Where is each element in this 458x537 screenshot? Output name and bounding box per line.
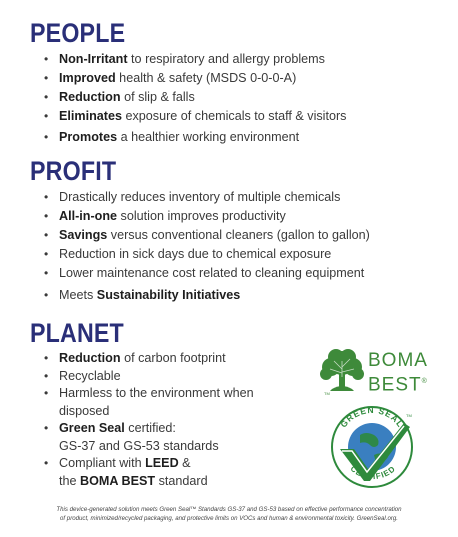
- list-item: • Improved health & safety (MSDS 0-0-0-A): [44, 69, 346, 88]
- list-item: • Lower maintenance cost related to cleaning equipment: [44, 264, 370, 283]
- list-item: • Compliant with LEED & the BOMA BEST standard: [44, 455, 254, 490]
- list-item: • Savings versus conventional cleaners (gallon to gallon): [44, 226, 370, 245]
- profit-heading: PROFIT: [30, 156, 117, 186]
- planet-list: [44, 350, 254, 490]
- green-seal-logo: [330, 405, 414, 489]
- list-item: • Eliminates exposure of chemicals to staff & visitors: [44, 107, 346, 126]
- list-item: • Reduction of carbon footprint: [44, 350, 254, 368]
- list-item: • Green Seal certified: GS-37 and GS-53 standards: [44, 420, 254, 455]
- seal-bottom-text: CERTIFIED: [348, 464, 398, 482]
- boma-best-logo: [318, 347, 448, 399]
- people-list: [44, 50, 346, 147]
- footnote: [0, 505, 458, 523]
- list-item: • All-in-one solution improves productivity: [44, 207, 370, 226]
- list-item: • Drastically reduces inventory of multiple chemicals: [44, 188, 370, 207]
- footnote-line2: of product, minimized/recycled packaging, and protective limits on VOCs and human & environmental toxicity. GreenSeal.org.: [60, 515, 398, 522]
- people-heading: PEOPLE: [30, 18, 126, 48]
- profit-list: [44, 188, 370, 305]
- list-item: • Reduction in sick days due to chemical exposure: [44, 245, 370, 264]
- boma-line1: BOMA: [368, 350, 428, 371]
- svg-text:CERTIFIED: [349, 464, 398, 481]
- list-item: • Meets Sustainability Initiatives: [44, 286, 370, 305]
- seal-tm: TM: [406, 413, 412, 418]
- list-item: • Harmless to the environment when disposed: [44, 385, 254, 420]
- list-item: • Reduction of slip & falls: [44, 88, 346, 107]
- seal-text-ring: [330, 405, 414, 489]
- planet-heading: PLANET: [30, 318, 124, 348]
- list-item: • Non-Irritant to respiratory and allergy problems: [44, 50, 346, 69]
- svg-text:GREEN SEAL: [338, 405, 406, 429]
- boma-tm: TM: [324, 391, 330, 396]
- footnote-line1: This device-generated solution meets Green Seal™ Standards GS-37 and GS-53 based on effective performance concentration: [56, 506, 402, 513]
- list-item: • Promotes a healthier working environment: [44, 128, 346, 147]
- list-item: • Recyclable: [44, 368, 254, 386]
- boma-line2: BEST®: [368, 374, 428, 396]
- seal-top-text: GREEN SEAL: [338, 405, 406, 430]
